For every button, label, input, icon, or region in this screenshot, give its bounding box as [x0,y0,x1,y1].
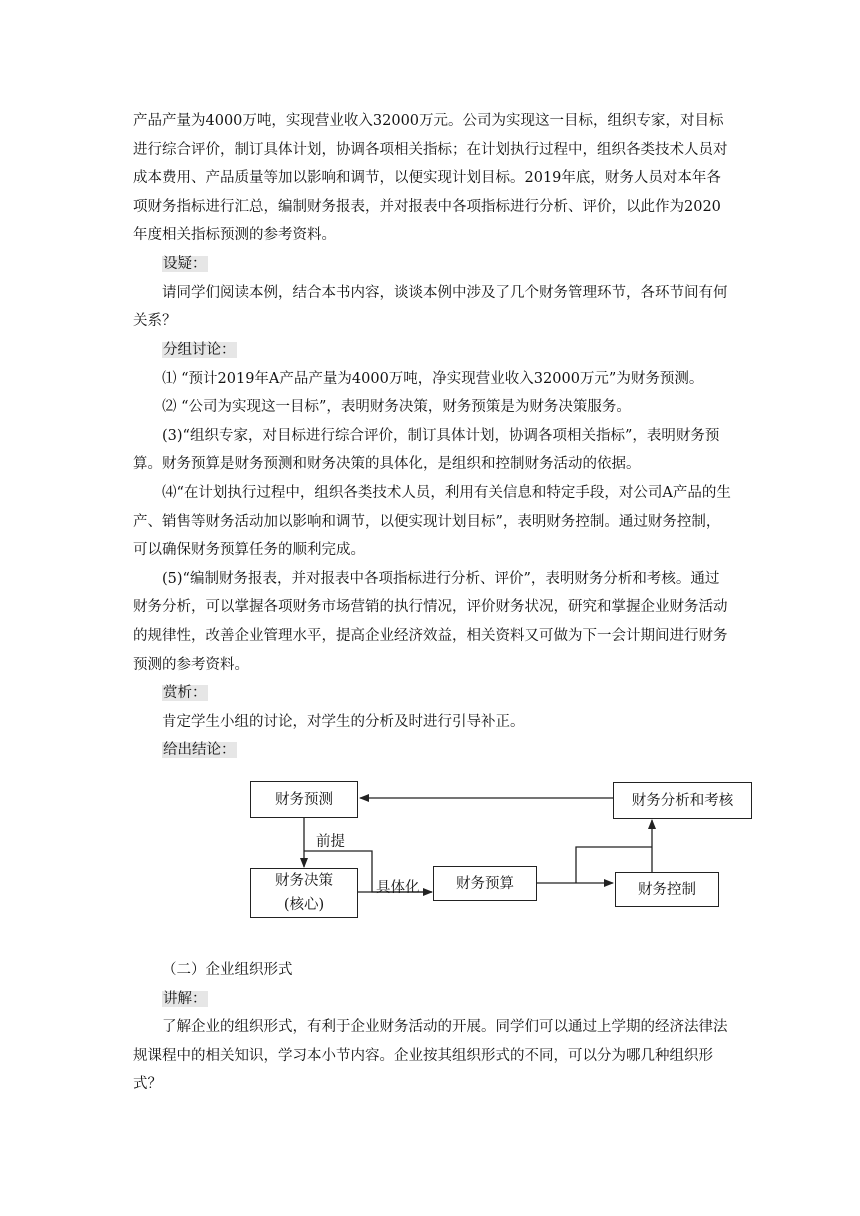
discussion-item: ⑵ “公司为实现这一目标”，表明财务决策，财务预策是为财务决策服务。 [162,399,631,416]
node-decision-sublabel: (核心) [283,897,325,913]
intro-paragraph: 产品产量为4000万吨，实现营业收入32000万元。公司为实现这一目标，组织专家，对目标进行综合评价，制订具体计划，协调各项相关指标；在计划执行过程中，组织各类技术人员对成本费用、产品质量等加以影响和调节，以便实现计划目标。2019年底，财务人员对本年各项财务指标进行汇总，编制财务报表，并对报表中各项指标进行分析、评价，以此作为2020年度相关指标预测的参考资料。 [133,113,728,244]
edge-label-concretize: 具体化 [376,880,420,896]
discussion-item: ⑷“在计划执行过程中，组织各类技术人员，利用有关信息和特定手段，对公司A产品的生产、销售等财务活动加以影响和调节，以便实现计划目标”，表明财务控制。通过财务控制，可以确保财务预算任务的顺利完成。 [133,484,731,559]
section2-label: 讲解： [163,990,207,1007]
conclusion-block [133,736,733,765]
discussion-item: ⑴ “预计2019年A产品产量为4000万吨，净实现营业收入32000万元”为财务预测。 [162,370,704,387]
edge-label-premise: 前提 [316,834,345,850]
discussion-block [133,336,733,679]
section2-block [133,956,733,1099]
node-analysis-label: 财务分析和考核 [631,792,734,809]
node-decision-label: 财务决策 [275,873,333,889]
node-forecast-label: 财务预测 [275,791,333,808]
conclusion-label: 给出结论： [163,742,236,758]
appreciation-text: 肯定学生小组的讨论，对学生的分析及时进行引导补正。 [162,713,525,730]
discussion-label: 分组讨论： [163,342,236,358]
discussion-item: (3)“组织专家，对目标进行综合评价，制订具体计划，协调各项相关指标”，表明财务预算。财务预算是财务预测和财务决策的具体化，是组织和控制财务活动的依据。 [133,427,720,473]
node-decision [250,868,358,918]
intro-block [133,107,733,250]
question-block [133,250,733,336]
section2-text: 了解企业的组织形式，有利于企业财务活动的开展。同学们可以通过上学期的经济法律法规课程中的相关知识，学习本小节内容。企业按其组织形式的不同，可以分为哪几种组织形式？ [133,1019,728,1093]
node-budget-label: 财务预算 [456,875,514,892]
section2-heading: （二）企业组织形式 [162,962,293,978]
question-label: 设疑： [163,256,207,272]
node-control [615,872,719,907]
node-forecast [250,781,358,818]
node-analysis [613,782,752,819]
discussion-item: (5)“编制财务报表，并对报表中各项指标进行分析、评价”，表明财务分析和考核。通过财务分析，可以掌握各项财务市场营销的执行情况，评价财务状况，研究和掌握企业财务活动的规律性，改善企业管理水平，提高企业经济效益，相关资料又可做为下一会计期间进行财务预测的参考资料。 [133,570,728,673]
appreciation-block [133,679,733,736]
question-text: 请同学们阅读本例，结合本书内容，谈谈本例中涉及了几个财务管理环节，各环节间有何关系？ [133,284,728,330]
node-budget [433,866,537,901]
node-control-label: 财务控制 [638,881,696,898]
appreciation-label: 赏析： [163,685,207,701]
